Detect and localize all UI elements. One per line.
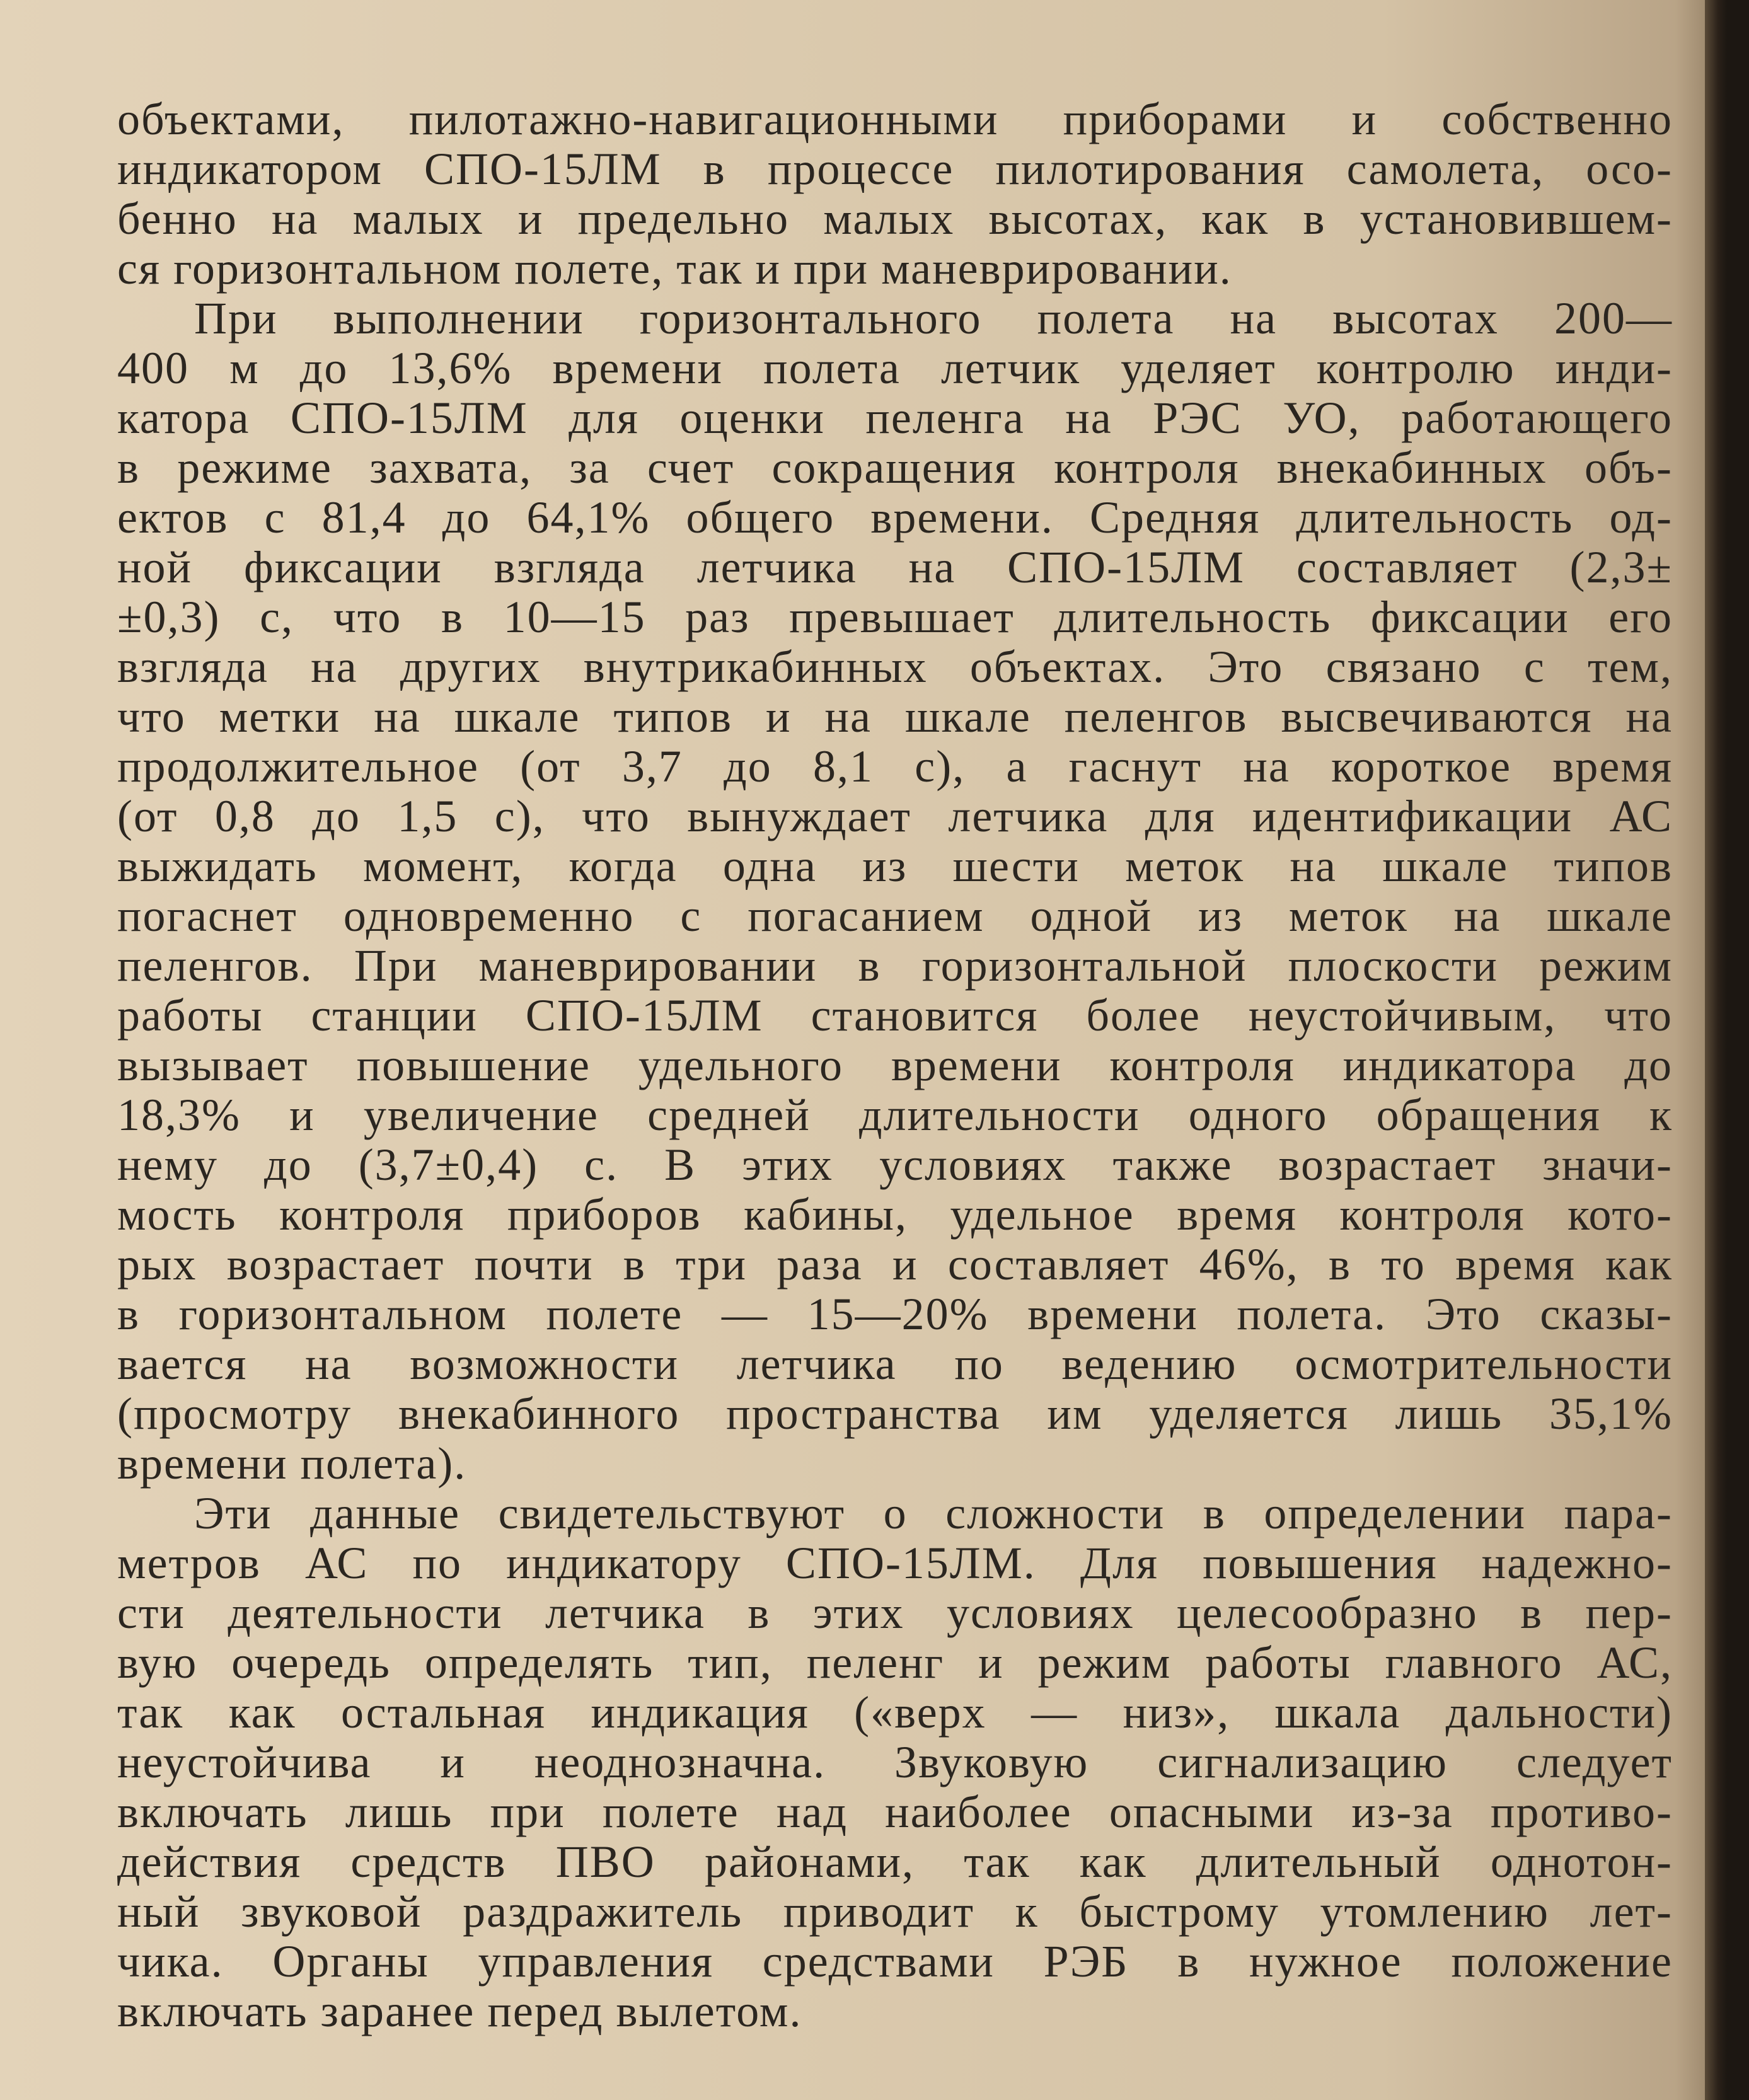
text-line: в режиме захвата, за счет сокращения контроля внекабинных объ- [117,442,1673,493]
text-line: рых возрастает почти в три раза и составляет 46%, в то время как [117,1239,1673,1289]
paragraph-1 [117,95,1673,294]
text-line: действия средств ПВО районами, так как длительный однотон- [117,1837,1673,1887]
text-line: что метки на шкале типов и на шкале пеленгов высвечиваются на [117,691,1673,742]
page-text [117,95,1673,2036]
text-line: (просмотру внекабинного пространства им уделяется лишь 35,1% [117,1388,1673,1439]
text-line: ной фиксации взгляда летчика на СПО-15ЛМ составляет (2,3± [117,542,1673,592]
text-line: продолжительное (от 3,7 до 8,1 с), а гаснут на короткое время [117,741,1673,792]
text-line: в горизонтальном полете — 15—20% времени полета. Это сказы- [117,1289,1673,1339]
text-line: катора СПО-15ЛМ для оценки пеленга на РЭС УО, работающего [117,393,1673,443]
text-line: сти деятельности летчика в этих условиях целесообразно в пер- [117,1588,1673,1638]
text-line: 18,3% и увеличение средней длительности одного обращения к [117,1090,1673,1140]
text-line: вызывает повышение удельного времени контроля индикатора до [117,1040,1673,1090]
text-line: взгляда на других внутрикабинных объектах. Это связано с тем, [117,642,1673,692]
text-line: нему до (3,7±0,4) с. В этих условиях также возрастает значи- [117,1139,1673,1190]
text-line: времени полета). [117,1438,467,1489]
text-line: так как остальная индикация («верх — низ», шкала дальности) [117,1687,1673,1738]
text-line: ся горизонтальном полете, так и при маневрировании. [117,243,1232,294]
text-line: При выполнении горизонтального полета на высотах 200— [194,293,1673,343]
text-line: работы станции СПО-15ЛМ становится более неустойчивым, что [117,990,1673,1041]
text-line: бенно на малых и предельно малых высотах, как в установившем- [117,193,1673,244]
paragraph-2 [117,294,1673,1489]
text-line: ектов с 81,4 до 64,1% общего времени. Средняя длительность од- [117,492,1673,543]
text-line: вую очередь определять тип, пеленг и режим работы главного АС, [117,1637,1673,1688]
text-line: мость контроля приборов кабины, удельное время контроля кото- [117,1189,1673,1240]
page-binding-edge [1705,0,1727,2100]
paragraph-3 [117,1489,1673,2036]
text-line: включать заранее перед вылетом. [117,1986,802,2036]
text-line: неустойчива и неоднозначна. Звуковую сигнализацию следует [117,1737,1673,1787]
text-line: включать лишь при полете над наиболее опасными из-за противо- [117,1787,1673,1837]
text-line: Эти данные свидетельствуют о сложности в определении пара- [194,1488,1673,1538]
text-line: объектами, пилотажно-навигационными приборами и собственно [117,94,1673,144]
text-line: индикатором СПО-15ЛМ в процессе пилотирования самолета, осо- [117,144,1673,194]
text-line: выжидать момент, когда одна из шести меток на шкале типов [117,841,1673,891]
text-line: 400 м до 13,6% времени полета летчик уделяет контролю инди- [117,343,1673,393]
text-line: чика. Органы управления средствами РЭБ в нужное положение [117,1936,1673,1987]
text-line: погаснет одновременно с погасанием одной из меток на шкале [117,891,1673,941]
text-line: ный звуковой раздражитель приводит к быстрому утомлению лет- [117,1886,1673,1937]
text-line: пеленгов. При маневрировании в горизонтальной плоскости режим [117,940,1673,991]
text-line: (от 0,8 до 1,5 с), что вынуждает летчика для идентификации АС [117,791,1673,841]
text-line: вается на возможности летчика по ведению осмотрительности [117,1339,1673,1389]
text-line: метров АС по индикатору СПО-15ЛМ. Для повышения надежно- [117,1538,1673,1588]
text-line: ±0,3) с, что в 10—15 раз превышает длительность фиксации его [117,592,1673,642]
